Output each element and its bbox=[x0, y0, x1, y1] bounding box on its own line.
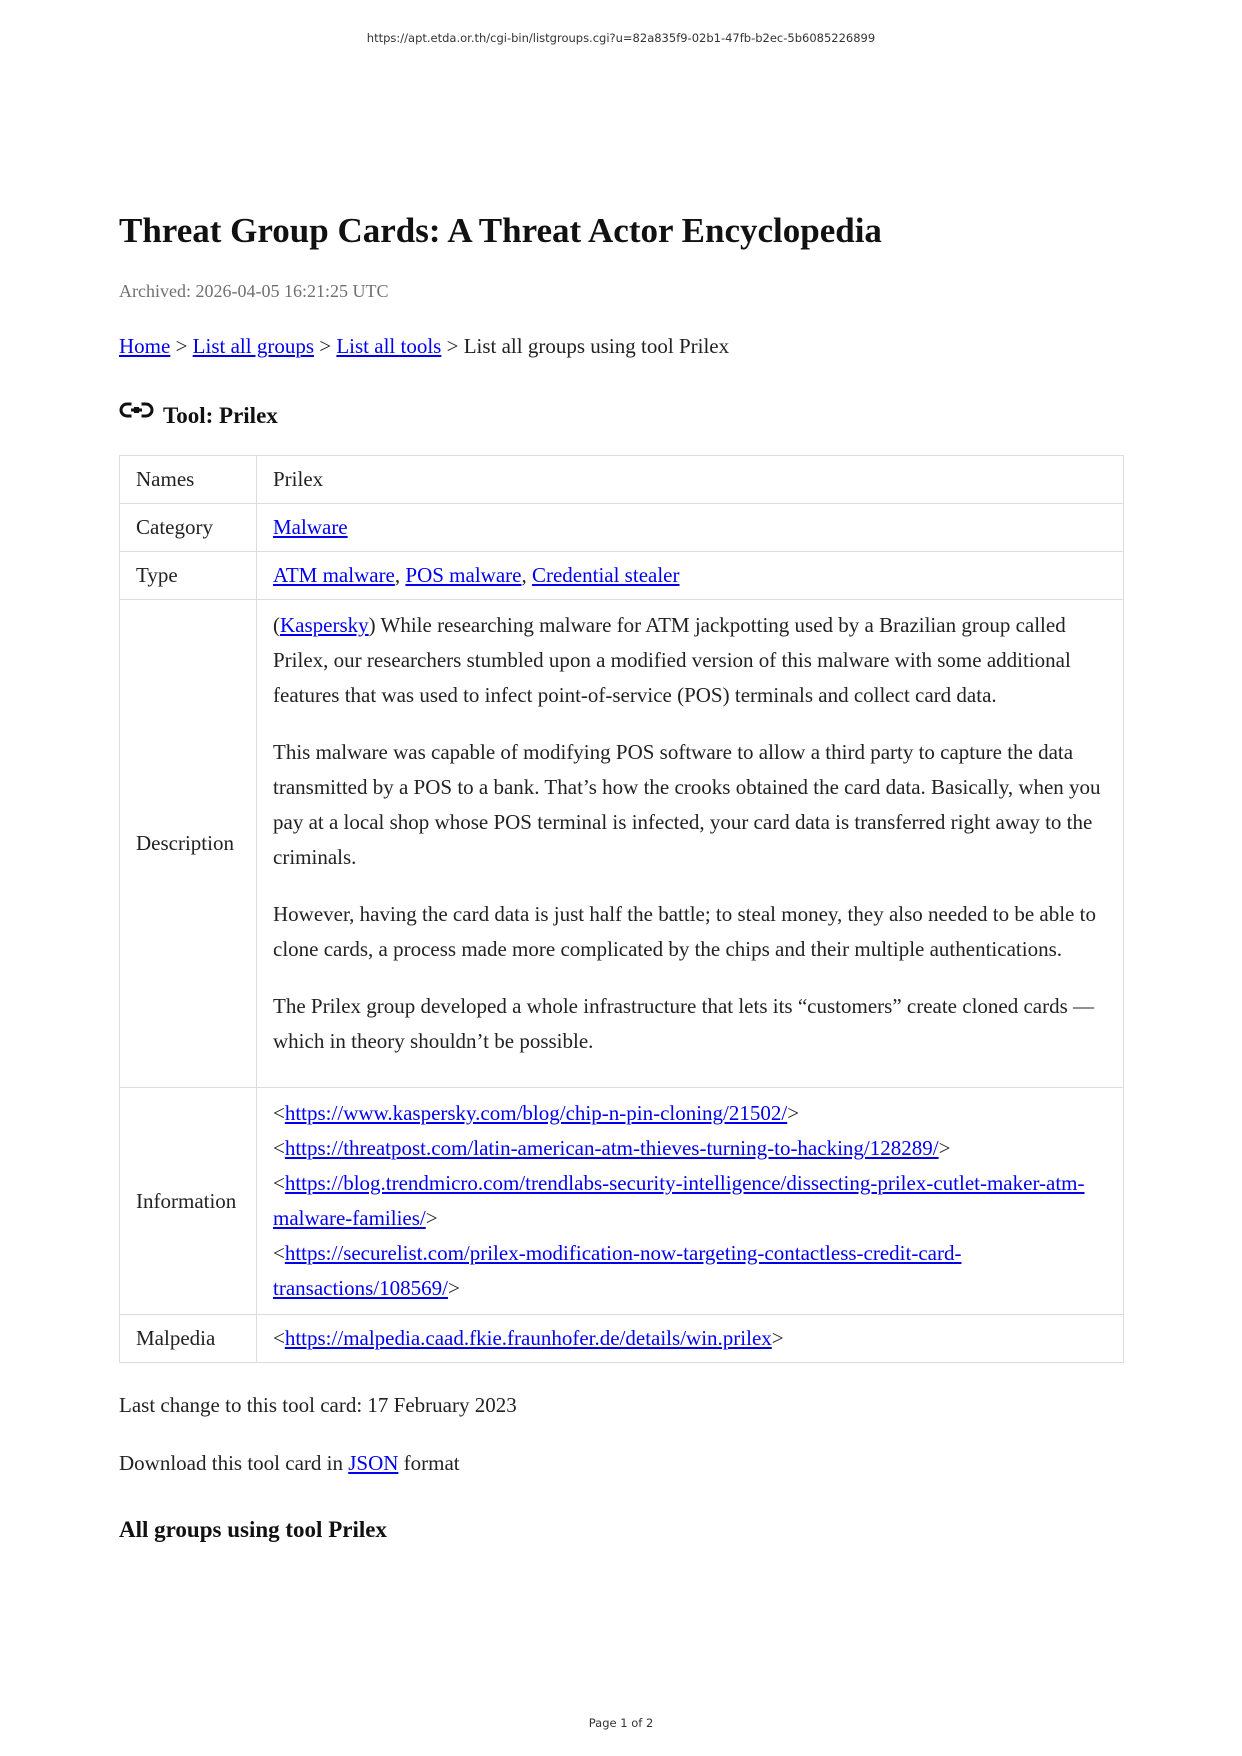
breadcrumb-separator: > bbox=[319, 334, 332, 358]
download-json-text: Download this tool card in JSON format bbox=[119, 1451, 460, 1475]
information-link-line: <https://www.kaspersky.com/blog/chip-n-pin-cloning/21502/> bbox=[273, 1101, 800, 1125]
information-link-line: <https://securelist.com/prilex-modification-now-targeting-contactless-credit-card-transactions/108569/> bbox=[273, 1241, 962, 1300]
names-value: Prilex bbox=[257, 456, 1124, 504]
link-icon bbox=[119, 399, 155, 423]
description-paragraph-1: (Kaspersky) While researching malware for ATM jackpotting used by a Brazilian group called Prilex, our researchers stumbled upon a modified version of this malware with some additional features that was used to infect point-of-service (POS) terminals and collect card data. bbox=[273, 613, 1071, 707]
type-label: Type bbox=[120, 552, 257, 600]
malpedia-value: <https://malpedia.caad.fkie.fraunhofer.de/details/win.prilex> bbox=[257, 1315, 1124, 1363]
type-separator: , bbox=[521, 563, 527, 587]
main-content bbox=[119, 210, 1124, 1545]
breadcrumb-separator: > bbox=[175, 334, 188, 358]
information-link-securelist[interactable]: https://securelist.com/prilex-modification-now-targeting-contactless-credit-card-transactions/108569/ bbox=[273, 1241, 962, 1300]
information-link-line: <https://blog.trendmicro.com/trendlabs-security-intelligence/dissecting-prilex-cutlet-maker-atm-malware-families/> bbox=[273, 1171, 1085, 1230]
tool-heading bbox=[119, 395, 1124, 431]
description-paragraph-3: However, having the card data is just half the battle; to steal money, they also needed to be able to clone cards, a process made more complicated by the chips and their multiple authentications. bbox=[273, 902, 1096, 961]
malpedia-label: Malpedia bbox=[120, 1315, 257, 1363]
breadcrumb-home-link[interactable]: Home bbox=[119, 334, 171, 358]
tool-heading-text: Tool: Prilex bbox=[163, 403, 278, 428]
kaspersky-source-link[interactable]: Kaspersky bbox=[280, 613, 369, 637]
json-download-link[interactable]: JSON bbox=[348, 1451, 399, 1475]
breadcrumb-separator: > bbox=[446, 334, 459, 358]
information-link-kaspersky[interactable]: https://www.kaspersky.com/blog/chip-n-pin-cloning/21502/ bbox=[284, 1101, 788, 1125]
table-row-malpedia bbox=[120, 1315, 1124, 1363]
category-value bbox=[257, 504, 1124, 552]
type-atm-malware-link[interactable]: ATM malware bbox=[273, 563, 395, 587]
category-label: Category bbox=[120, 504, 257, 552]
all-groups-heading: All groups using tool Prilex bbox=[119, 1517, 387, 1542]
type-separator: , bbox=[394, 563, 401, 587]
table-row-category bbox=[120, 504, 1124, 552]
table-row-type bbox=[120, 552, 1124, 600]
information-link-threatpost[interactable]: https://threatpost.com/latin-american-atm-thieves-turning-to-hacking/128289/ bbox=[284, 1136, 939, 1160]
description-paragraph-4: The Prilex group developed a whole infrastructure that lets its “customers” create cloned cards — which in theory shouldn’t be possible. bbox=[273, 994, 1095, 1053]
archived-timestamp: Archived: 2026-04-05 16:21:25 UTC bbox=[119, 281, 389, 301]
table-row-description bbox=[120, 600, 1124, 1088]
names-label: Names bbox=[120, 456, 257, 504]
description-value bbox=[257, 600, 1124, 1088]
breadcrumb-list-groups-link[interactable]: List all groups bbox=[192, 334, 314, 358]
type-credential-stealer-link[interactable]: Credential stealer bbox=[531, 563, 680, 587]
description-paragraph-2: This malware was capable of modifying POS software to allow a third party to capture the data transmitted by a POS to a bank. That’s how the crooks obtained the card data. Basically, when you pay at a local shop whose POS terminal is infected, your card data is transferred right away to the criminals. bbox=[273, 740, 1101, 869]
description-label: Description bbox=[120, 600, 257, 1088]
table-row-information bbox=[120, 1088, 1124, 1315]
page-number-footer: Page 1 of 2 bbox=[588, 1716, 654, 1730]
tool-card-table bbox=[119, 455, 1124, 1363]
information-value bbox=[257, 1088, 1124, 1315]
category-malware-link[interactable]: Malware bbox=[273, 515, 348, 539]
information-link-trendmicro[interactable]: https://blog.trendmicro.com/trendlabs-security-intelligence/dissecting-prilex-cutlet-maker-atm-malware-families/ bbox=[273, 1171, 1085, 1230]
breadcrumb-current: List all groups using tool Prilex bbox=[463, 334, 730, 358]
type-pos-malware-link[interactable]: POS malware bbox=[405, 563, 522, 587]
type-value bbox=[257, 552, 1124, 600]
table-row-names bbox=[120, 456, 1124, 504]
information-label: Information bbox=[120, 1088, 257, 1315]
site-title: Threat Group Cards: A Threat Actor Encyclopedia bbox=[119, 211, 882, 250]
last-change-text: Last change to this tool card: 17 February 2023 bbox=[119, 1393, 517, 1417]
print-header-url: https://apt.etda.or.th/cgi-bin/listgroups.cgi?u=82a835f9-02b1-47fb-b2ec-5b6085226899 bbox=[366, 31, 876, 45]
information-link-line: <https://threatpost.com/latin-american-atm-thieves-turning-to-hacking/128289/> bbox=[273, 1136, 951, 1160]
malpedia-link[interactable]: https://malpedia.caad.fkie.fraunhofer.de/details/win.prilex bbox=[284, 1326, 772, 1350]
breadcrumb bbox=[119, 333, 1124, 359]
breadcrumb-list-tools-link[interactable]: List all tools bbox=[336, 334, 442, 358]
